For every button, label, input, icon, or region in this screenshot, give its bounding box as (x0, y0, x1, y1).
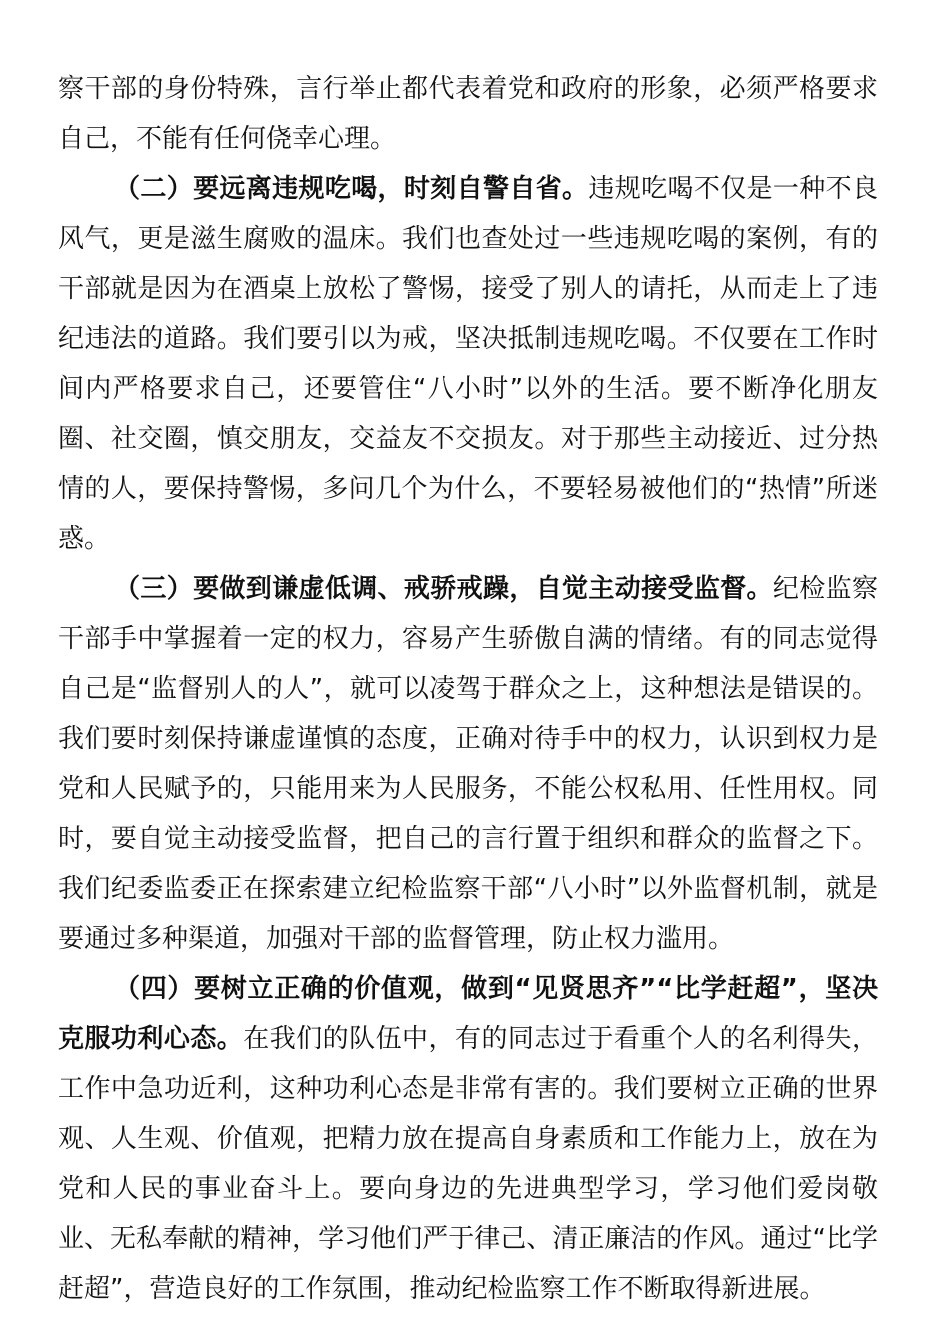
section-heading: （四）要树立正确的价值观，做到“见贤思齐”“比学赶超”，坚决克服功利心态。 (58, 974, 878, 1054)
paragraph-text: 违规吃喝不仅是一种不良风气，更是滋生腐败的温床。我们也查处过一些违规吃喝的案例，有的干部就是因为在酒桌上放松了警惕，接受了别人的请托，从而走上了违纪违法的道路。我们要引以为戒，坚决抵制违规吃喝。不仅要在工作时间内严格要求自己，还要管住“八小时”以外的生活。要不断净化朋友圈、社交圈，慎交朋友，交益友不交损友。对于那些主动接近、过分热情的人，要保持警惕，多问几个为什么，不要轻易被他们的“热情”所迷惑。 (58, 174, 878, 554)
paragraph-text: 察干部的身份特殊，言行举止都代表着党和政府的形象，必须严格要求自己，不能有任何侥幸心理。 (58, 74, 878, 154)
paragraph-section-two (58, 164, 878, 564)
paragraph-text: 纪检监察干部手中掌握着一定的权力，容易产生骄傲自满的情绪。有的同志觉得自己是“监督别人的人”，就可以凌驾于群众之上，这种想法是错误的。我们要时刻保持谦虚谨慎的态度，正确对待手中的权力，认识到权力是党和人民赋予的，只能用来为人民服务，不能公权私用、任性用权。同时，要自觉主动接受监督，把自己的言行置于组织和群众的监督之下。我们纪委监委正在探索建立纪检监察干部“八小时”以外监督机制，就是要通过多种渠道，加强对干部的监督管理，防止权力滥用。 (58, 574, 878, 954)
paragraph-section-four (58, 964, 878, 1314)
document-page (58, 64, 878, 1314)
paragraph-continuation (58, 64, 878, 164)
section-heading: （二）要远离违规吃喝，时刻自警自省。 (114, 174, 589, 204)
section-heading: （三）要做到谦虚低调、戒骄戒躁，自觉主动接受监督。 (114, 574, 773, 604)
paragraph-text: 在我们的队伍中，有的同志过于看重个人的名利得失，工作中急功近利，这种功利心态是非常有害的。我们要树立正确的世界观、人生观、价值观，把精力放在提高自身素质和工作能力上，放在为党和人民的事业奋斗上。要向身边的先进典型学习，学习他们爱岗敬业、无私奉献的精神，学习他们严于律己、清正廉洁的作风。通过“比学赶超”，营造良好的工作氛围，推动纪检监察工作不断取得新进展。 (58, 1024, 878, 1304)
paragraph-section-three (58, 564, 878, 964)
